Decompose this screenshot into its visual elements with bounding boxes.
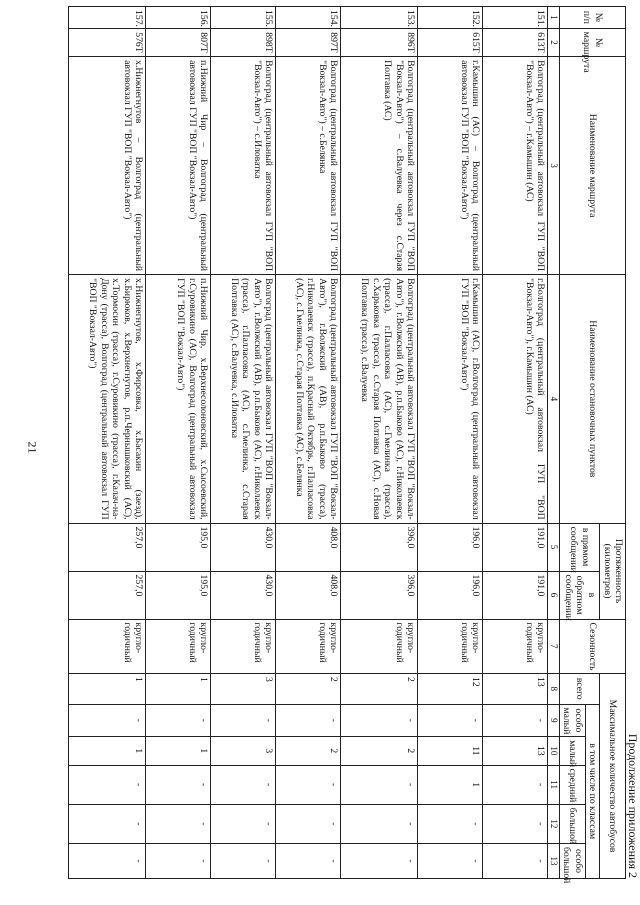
buses-medium: - bbox=[211, 765, 276, 804]
route-stops: г.Волгоград (центральный автовокзал ГУП "ВОП "Вокзал-Авто"), г.Камышин (АС) bbox=[483, 275, 548, 523]
header-max-buses: Максимальное количество автобусов bbox=[600, 673, 626, 878]
buses-very-large: - bbox=[483, 843, 548, 878]
buses-total: 2 bbox=[276, 673, 341, 704]
row-index: 157. bbox=[69, 7, 146, 29]
length-forward: 191,0 bbox=[483, 523, 548, 571]
header-idx: № п/п bbox=[559, 7, 625, 29]
row-index: 152. bbox=[418, 7, 483, 29]
col-number: 4 bbox=[548, 275, 560, 523]
route-number: 898Т bbox=[211, 28, 276, 56]
buses-large: - bbox=[276, 804, 341, 843]
col-number: 11 bbox=[548, 765, 560, 804]
buses-total: 13 bbox=[483, 673, 548, 704]
buses-medium: - bbox=[146, 765, 211, 804]
buses-medium: - bbox=[483, 765, 548, 804]
buses-total: 1 bbox=[146, 673, 211, 704]
buses-very-small: - bbox=[276, 704, 341, 737]
route-number: 897Т bbox=[276, 28, 341, 56]
length-forward: 196,0 bbox=[418, 523, 483, 571]
route-number: 807Т bbox=[146, 28, 211, 56]
header-length: Протяженность (километров) bbox=[600, 523, 626, 619]
buses-small: 11 bbox=[418, 737, 483, 765]
buses-small: 1 bbox=[146, 737, 211, 765]
row-index: 155. bbox=[211, 7, 276, 29]
buses-very-small: - bbox=[69, 704, 146, 737]
col-number: 7 bbox=[548, 619, 560, 673]
length-backward: 191,0 bbox=[483, 571, 548, 619]
route-name: п.Нижний Чир – Волгоград (центральный автовокзал ГУП "ВОП "Вокзал-Авто") bbox=[146, 57, 211, 275]
header-stops: Наименование остановочных пунктов bbox=[559, 275, 625, 523]
col-number: 8 bbox=[548, 673, 560, 704]
seasonality: кругло-годичный bbox=[276, 619, 341, 673]
route-stops: п.Нижний Чир, х.Верхнесолоновский, х.Сысоевский, г.Суровикино (АС), Волгоград (центральный автовокзал ГУП "ВОП "Вокзал-Авто") bbox=[146, 275, 211, 523]
header-backward: в обратном сообщении bbox=[559, 571, 599, 619]
buses-large: - bbox=[69, 804, 146, 843]
header-medium: средний bbox=[559, 765, 585, 804]
buses-medium: - bbox=[276, 765, 341, 804]
table-row bbox=[211, 7, 276, 879]
col-number: 1 bbox=[548, 7, 560, 29]
column-numbers-row bbox=[548, 7, 560, 879]
buses-medium: - bbox=[69, 765, 146, 804]
header-very-small: особо малый bbox=[559, 704, 585, 737]
row-index: 156. bbox=[146, 7, 211, 29]
route-stops: Волгоград (центральный автовокзал ГУП "ВОП "Вокзал-Авто"), г.Волжский (АВ), р.п.Быково (АС), г.Николаевск (трасса), г.Палласовка (АС), с.Гмелинка, с.Старая Полтавка (АС), с.Валуевка, с.Иловатка bbox=[211, 275, 276, 523]
length-forward: 430,0 bbox=[211, 523, 276, 571]
buses-small: 2 bbox=[341, 737, 418, 765]
header-small: малый bbox=[559, 737, 585, 765]
route-number: 613Т bbox=[483, 28, 548, 56]
buses-medium: 1 bbox=[418, 765, 483, 804]
buses-total: 1 bbox=[69, 673, 146, 704]
route-number: 615Т bbox=[418, 28, 483, 56]
buses-large: - bbox=[483, 804, 548, 843]
buses-large: - bbox=[418, 804, 483, 843]
header-by-class: в том числе по классам bbox=[585, 704, 599, 879]
length-forward: 257,0 bbox=[69, 523, 146, 571]
buses-small: 13 bbox=[483, 737, 548, 765]
seasonality: кругло-годичный bbox=[69, 619, 146, 673]
table-row bbox=[341, 7, 418, 879]
buses-total: 2 bbox=[341, 673, 418, 704]
route-name: х.Нижнегнутов – Волгоград (центральный автовокзал ГУП "ВОП "Вокзал-Авто") bbox=[69, 57, 146, 275]
buses-large: - bbox=[211, 804, 276, 843]
appendix-caption: Продолжение приложения 2 bbox=[626, 733, 640, 878]
routes-table-body bbox=[69, 7, 548, 879]
seasonality: кругло-годичный bbox=[146, 619, 211, 673]
buses-total: 12 bbox=[418, 673, 483, 704]
length-forward: 408,0 bbox=[276, 523, 341, 571]
buses-small: 2 bbox=[276, 737, 341, 765]
col-number: 12 bbox=[548, 804, 560, 843]
table-row bbox=[146, 7, 211, 879]
length-forward: 195,0 bbox=[146, 523, 211, 571]
route-name: Волгоград (центральный автовокзал ГУП "ВОП "Вокзал-Авто") – с.Белянка bbox=[276, 57, 341, 275]
length-backward: 408,0 bbox=[276, 571, 341, 619]
length-backward: 257,0 bbox=[69, 571, 146, 619]
col-number: 5 bbox=[548, 523, 560, 571]
route-name: Волгоград (центральный автовокзал ГУП "ВОП "Вокзал-Авто") – с.Валуевка через с.Старая Полтавка (АС) bbox=[341, 57, 418, 275]
length-forward: 396,0 bbox=[341, 523, 418, 571]
row-index: 154. bbox=[276, 7, 341, 29]
header-total: всего bbox=[559, 673, 599, 704]
seasonality: кругло-годичный bbox=[418, 619, 483, 673]
col-number: 9 bbox=[548, 704, 560, 737]
buses-very-small: - bbox=[146, 704, 211, 737]
buses-small: 3 bbox=[211, 737, 276, 765]
length-backward: 195,0 bbox=[146, 571, 211, 619]
col-number: 3 bbox=[548, 57, 560, 275]
route-name: Волгоград (центральный автовокзал ГУП "ВОП "Вокзал-Авто") – с.Иловатка bbox=[211, 57, 276, 275]
route-number: 896Т bbox=[341, 28, 418, 56]
header-route-no: № маршрута bbox=[559, 28, 625, 56]
col-number: 6 bbox=[548, 571, 560, 619]
header-very-large: особо большой bbox=[559, 843, 585, 878]
header-large: большой bbox=[559, 804, 585, 843]
seasonality: кругло-годичный bbox=[483, 619, 548, 673]
row-index: 151. bbox=[483, 7, 548, 29]
header-forward: в прямом сообщении bbox=[559, 523, 599, 571]
col-number: 2 bbox=[548, 28, 560, 56]
route-stops: Волгоград (центральный автовокзал ГУП "ВОП "Вокзал-Авто"), г.Волжский (АВ), р.п.Быково (АС), г.Николаевск (трасса), г.Палласовка (АС), с.Гмелинка (трасса), с.Харьковка (трасса), с.Старая Полтавка (АС), с.Новая Полтавка (трасса), с.Валуевка bbox=[341, 275, 418, 523]
buses-very-small: - bbox=[211, 704, 276, 737]
buses-very-small: - bbox=[418, 704, 483, 737]
length-backward: 196,0 bbox=[418, 571, 483, 619]
header-route-name: Наименование маршрута bbox=[559, 57, 625, 275]
buses-large: - bbox=[341, 804, 418, 843]
row-index: 153. bbox=[341, 7, 418, 29]
buses-very-large: - bbox=[276, 843, 341, 878]
col-number: 13 bbox=[548, 843, 560, 878]
table-row bbox=[418, 7, 483, 879]
buses-very-large: - bbox=[341, 843, 418, 878]
buses-very-large: - bbox=[146, 843, 211, 878]
route-name: г.Камышин (АС) – Волгоград (центральный автовокзал ГУП "ВОП "Вокзал-Авто") bbox=[418, 57, 483, 275]
buses-small: 1 bbox=[69, 737, 146, 765]
buses-very-large: - bbox=[418, 843, 483, 878]
table-row bbox=[69, 7, 146, 879]
buses-medium: - bbox=[341, 765, 418, 804]
table-row bbox=[276, 7, 341, 879]
buses-very-small: - bbox=[483, 704, 548, 737]
routes-table bbox=[68, 6, 626, 884]
seasonality: кругло-годичный bbox=[341, 619, 418, 673]
buses-very-large: - bbox=[69, 843, 146, 878]
buses-very-large: - bbox=[211, 843, 276, 878]
buses-total: 3 bbox=[211, 673, 276, 704]
buses-large: - bbox=[146, 804, 211, 843]
col-number: 10 bbox=[548, 737, 560, 765]
header-season: Сезонность bbox=[559, 619, 625, 673]
route-number: 576Т bbox=[69, 28, 146, 56]
seasonality: кругло-годичный bbox=[211, 619, 276, 673]
buses-very-small: - bbox=[341, 704, 418, 737]
length-backward: 396,0 bbox=[341, 571, 418, 619]
route-stops: х.Нижнегнутов, х.Фирсовка, х.Басакин (заезд), х.Бирюков, х.Верхнегнутов, р.п.Чернышковский (АС), х.Тормосин (трасса), г.Суровикино (трасса), г.Калач-на-Дону (трасса), Волгоград (центральный автовокзал ГУП "ВОП "Вокзал-Авто") bbox=[69, 275, 146, 523]
table-row bbox=[483, 7, 548, 879]
route-stops: Волгоград (центральный автовокзал ГУП "ВОП "Вокзал-Авто"), г.Волжский (АВ), р.п.Быково (трасса), г.Николаевск (трасса), п.Красный Октябрь, г.Палласовка (АС), с.Гмелинка, с.Старая Полтавка (АС), с.Белянка bbox=[276, 275, 341, 523]
page-number: 21 bbox=[25, 441, 40, 454]
length-backward: 430,0 bbox=[211, 571, 276, 619]
route-stops: г.Камышин (АС), г.Волгоград (центральный автовокзал ГУП "ВОП "Вокзал-Авто") bbox=[418, 275, 483, 523]
route-name: Волгоград (центральный автовокзал ГУП "ВОП "Вокзал-Авто") – г.Камышин (АС) bbox=[483, 57, 548, 275]
